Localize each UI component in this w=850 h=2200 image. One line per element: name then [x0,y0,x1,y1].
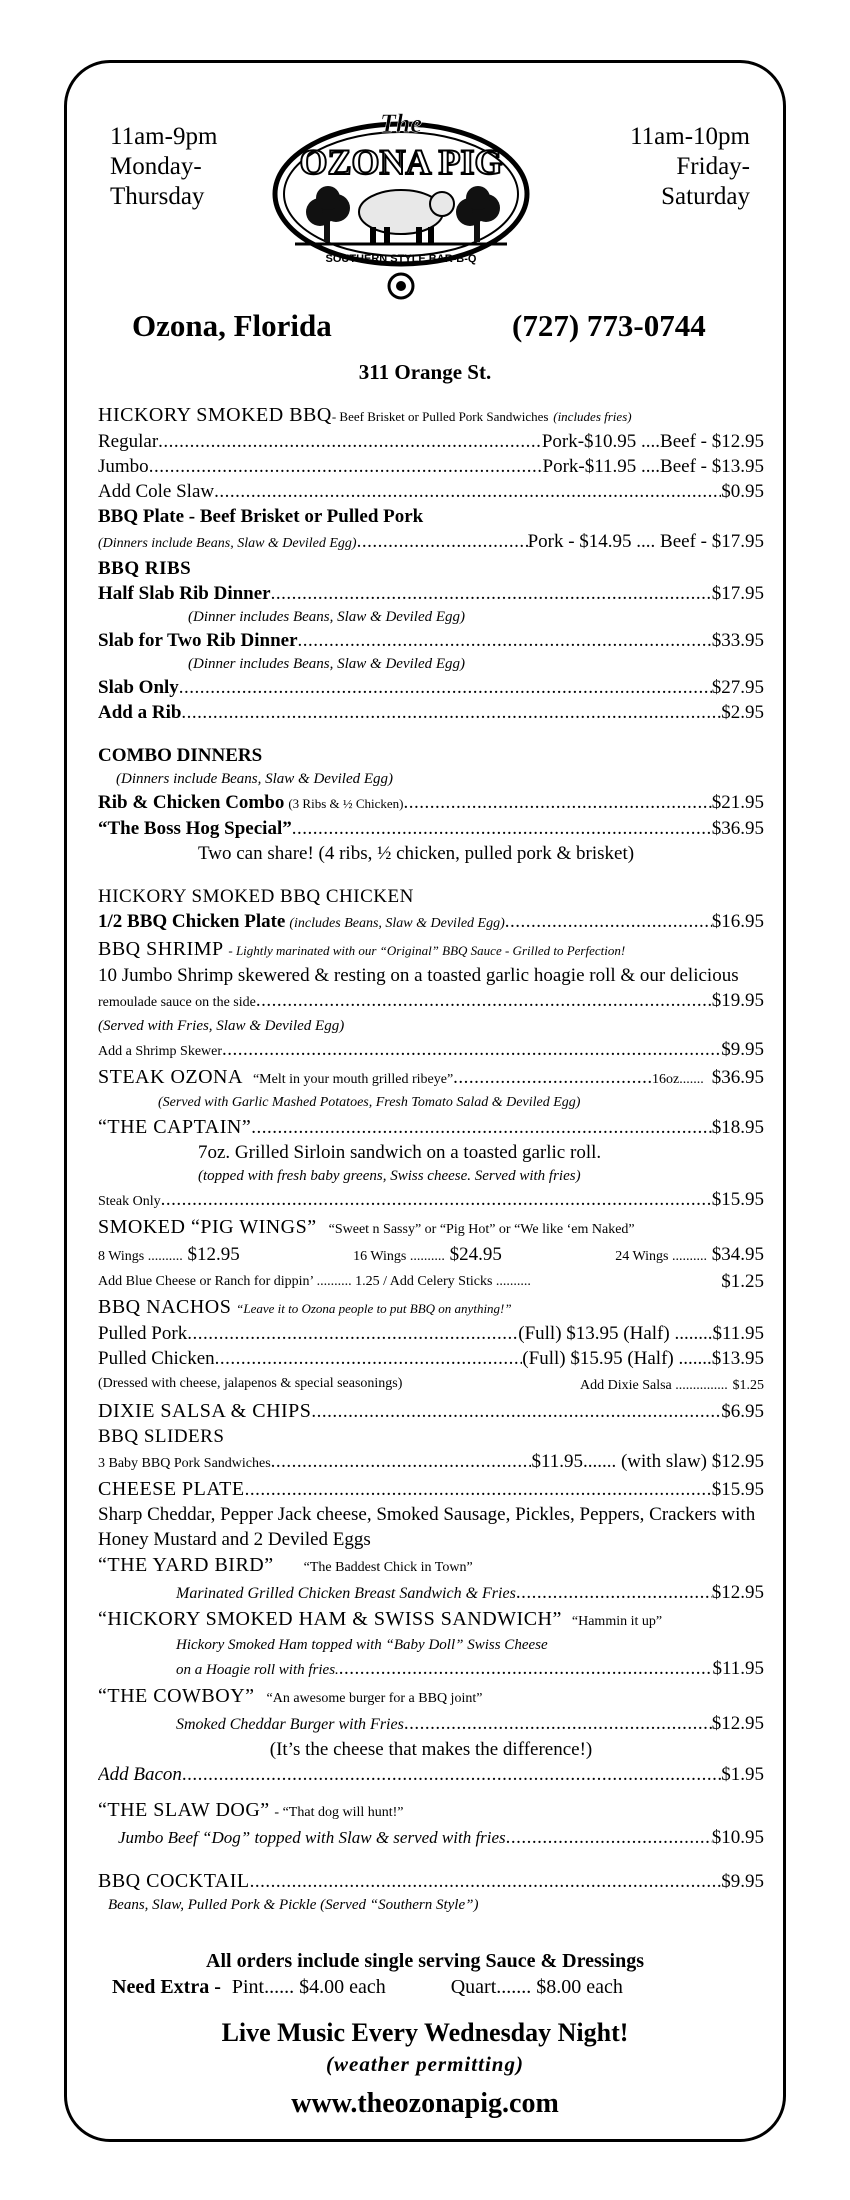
shrimp-heading: BBQ SHRIMP - Lightly marinated with our “Original” BBQ Sauce - Grilled to Perfection! [98,938,626,960]
chicken-heading: HICKORY SMOKED BBQ CHICKEN [98,886,414,907]
menu-item-regular: Regular ..... Pork-$10.95 ....Beef - $12.95 [98,429,764,454]
ozona-pig-logo [270,112,532,302]
menu-item-steak-ozona: STEAK OZONA “Melt in your mouth grilled ribeye” ..... 16oz....... $36.95 [98,1064,764,1092]
menu-item-coleslaw: Add Cole Slaw ..... $0.95 [98,479,764,504]
hours-left-time: 11am-9pm [110,123,218,150]
menu-item-captain: “THE CAPTAIN” ..... $18.95 [98,1114,764,1140]
bbq-plate-title: BBQ Plate - Beef Brisket or Pulled Pork [98,506,424,527]
shrimp-note: (Served with Fries, Slaw & Deviled Egg) [98,1018,345,1034]
menu-item-yardbird: Marinated Grilled Chicken Breast Sandwich & Fries ..... $12.95 [98,1580,764,1606]
orders-note: All orders include single serving Sauce & Dressings [206,1950,644,1972]
slawdog-heading: “THE SLAW DOG” - “That dog will hunt!” [98,1799,404,1821]
menu-item-dixie: DIXIE SALSA & CHIPS ..... $6.95 [98,1398,764,1424]
menu-item-boss-hog: “The Boss Hog Special” ..... $36.95 [98,816,764,841]
cowboy-heading: “THE COWBOY” “An awesome burger for a BBQ joint” [98,1685,483,1707]
ham-heading: “HICKORY SMOKED HAM & SWISS SANDWICH” “Hammin it up” [98,1608,663,1630]
cheese-desc-2: Honey Mustard and 2 Deviled Eggs [98,1529,371,1550]
street-address: 311 Orange St. [358,360,492,384]
menu-item-cocktail: BBQ COCKTAIL ..... $9.95 [98,1868,764,1894]
hours-right-days-1: Friday- [676,153,750,180]
ribs-heading: BBQ RIBS [98,558,192,579]
extra-sauce: Need Extra - Pint...... $4.00 each Quart....... $8.00 each [112,1976,623,1998]
city-name: Ozona, Florida [132,308,332,343]
slab-two-note: (Dinner includes Beans, Slaw & Deviled Egg) [188,656,466,672]
menu-item-sliders: 3 Baby BBQ Pork Sandwiches ..... $11.95....... (with slaw) $12.95 [98,1449,764,1476]
menu-content [98,402,764,1916]
wings-prices: 8 Wings .......... $12.95 16 Wings .......... $24.95 24 Wings .......... $34.95 [98,1244,764,1265]
menu-item-slab-two: Slab for Two Rib Dinner ..... $33.95 [98,628,764,653]
wings-dip: Add Blue Cheese or Ranch for dippin’ .......... 1.25 / Add Celery Sticks .......... $1.25 [98,1271,764,1292]
nachos-heading: BBQ NACHOS “Leave it to Ozona people to put BBQ on anything!” [98,1296,512,1318]
combo-heading: COMBO DINNERS [98,745,263,766]
logo-the-text: The [380,112,422,138]
captain-desc: 7oz. Grilled Sirloin sandwich on a toasted garlic roll. [198,1142,602,1163]
menu-item-cheese: CHEESE PLATE ..... $15.95 [98,1476,764,1502]
cheese-desc-1: Sharp Cheddar, Pepper Jack cheese, Smoked Sausage, Pickles, Peppers, Crackers with [98,1504,756,1525]
phone-number[interactable]: (727) 773-0744 [512,308,706,343]
menu-item-slawdog: Jumbo Beef “Dog” topped with Slaw & served with fries ..... $10.95 [98,1825,764,1850]
hours-left-days-1: Monday- [110,153,202,180]
captain-note: (topped with fresh baby greens, Swiss cheese. Served with fries) [198,1168,581,1184]
logo-tagline-text: SOUTHERN STYLE BAR-B-Q [325,253,477,265]
hickory-heading: HICKORY SMOKED BBQ- Beef Brisket or Pulled Pork Sandwiches (includes fries) [98,404,632,426]
menu-item-half-slab: Half Slab Rib Dinner ..... $17.95 [98,581,764,606]
sliders-heading: BBQ SLIDERS [98,1426,225,1447]
menu-item-chicken-plate: 1/2 BBQ Chicken Plate (includes Beans, Slaw & Deviled Egg) ..... $16.95 [98,909,764,936]
boss-hog-note: Two can share! (4 ribs, ½ chicken, pulled pork & brisket) [198,843,635,864]
menu-item-rib-chicken: Rib & Chicken Combo (3 Ribs & ½ Chicken) ..... $21.95 [98,790,764,816]
hours-left-days-2: Thursday [110,183,205,210]
live-music: Live Music Every Wednesday Night! [221,2018,629,2047]
ham-desc-1: Hickory Smoked Ham topped with “Baby Doll” Swiss Cheese [176,1637,548,1653]
website-link[interactable]: www.theozonapig.com [291,2088,559,2119]
weather-note: (weather permitting) [326,2052,524,2076]
nachos-note: (Dressed with cheese, jalapenos & special seasonings) Add Dixie Salsa ............... $1.25 [98,1376,764,1393]
cowboy-note: (It’s the cheese that makes the difference!) [269,1739,593,1760]
menu-item-steak-only: Steak Only ..... $15.95 [98,1187,764,1214]
hours-left [110,122,217,212]
menu-item-ham: on a Hoagie roll with fries. ..... $11.95 [98,1656,764,1683]
menu-item-nachos-pork: Pulled Pork ..... (Full) $13.95 (Half) ........ $11.95 [98,1321,764,1346]
cocktail-note: Beans, Slaw, Pulled Pork & Pickle (Served “Southern Style”) [108,1897,479,1913]
shrimp-desc-1: 10 Jumbo Shrimp skewered & resting on a toasted garlic hoagie roll & our delicious [98,965,739,986]
hours-right-days-2: Saturday [661,183,750,210]
yardbird-heading: “THE YARD BIRD” “The Baddest Chick in Town” [98,1554,473,1576]
hours-right [630,122,750,212]
hours-right-time: 11am-10pm [630,123,750,150]
menu-item-slab-only: Slab Only ..... $27.95 [98,675,764,700]
menu-item-shrimp-skewer: Add a Shrimp Skewer ..... $9.95 [98,1037,764,1064]
logo-name-text: OZONA PIG [299,142,503,182]
menu-item-bacon: Add Bacon ..... $1.95 [98,1762,764,1787]
menu-item-jumbo: Jumbo ..... Pork-$11.95 ....Beef - $13.95 [98,454,764,479]
wings-heading: SMOKED “PIG WINGS” “Sweet n Sassy” or “Pig Hot” or “We like ‘em Naked” [98,1216,635,1238]
menu-item-nachos-chicken: Pulled Chicken ..... (Full) $15.95 (Half) ....... $13.95 [98,1346,764,1371]
steak-note: (Served with Garlic Mashed Potatoes, Fresh Tomato Salad & Deviled Egg) [158,1095,581,1110]
menu-item-add-rib: Add a Rib ..... $2.95 [98,700,764,725]
menu-item-bbq-plate: (Dinners include Beans, Slaw & Deviled Egg) ..... Pork - $14.95 .... Beef - $17.95 [98,529,764,556]
menu-item-shrimp: remoulade sauce on the side ..... $19.95 [98,988,764,1015]
half-slab-note: (Dinner includes Beans, Slaw & Deviled Egg) [188,609,466,625]
combo-note: (Dinners include Beans, Slaw & Deviled Egg) [116,771,394,787]
menu-item-cowboy: Smoked Cheddar Burger with Fries ..... $12.95 [98,1711,764,1737]
